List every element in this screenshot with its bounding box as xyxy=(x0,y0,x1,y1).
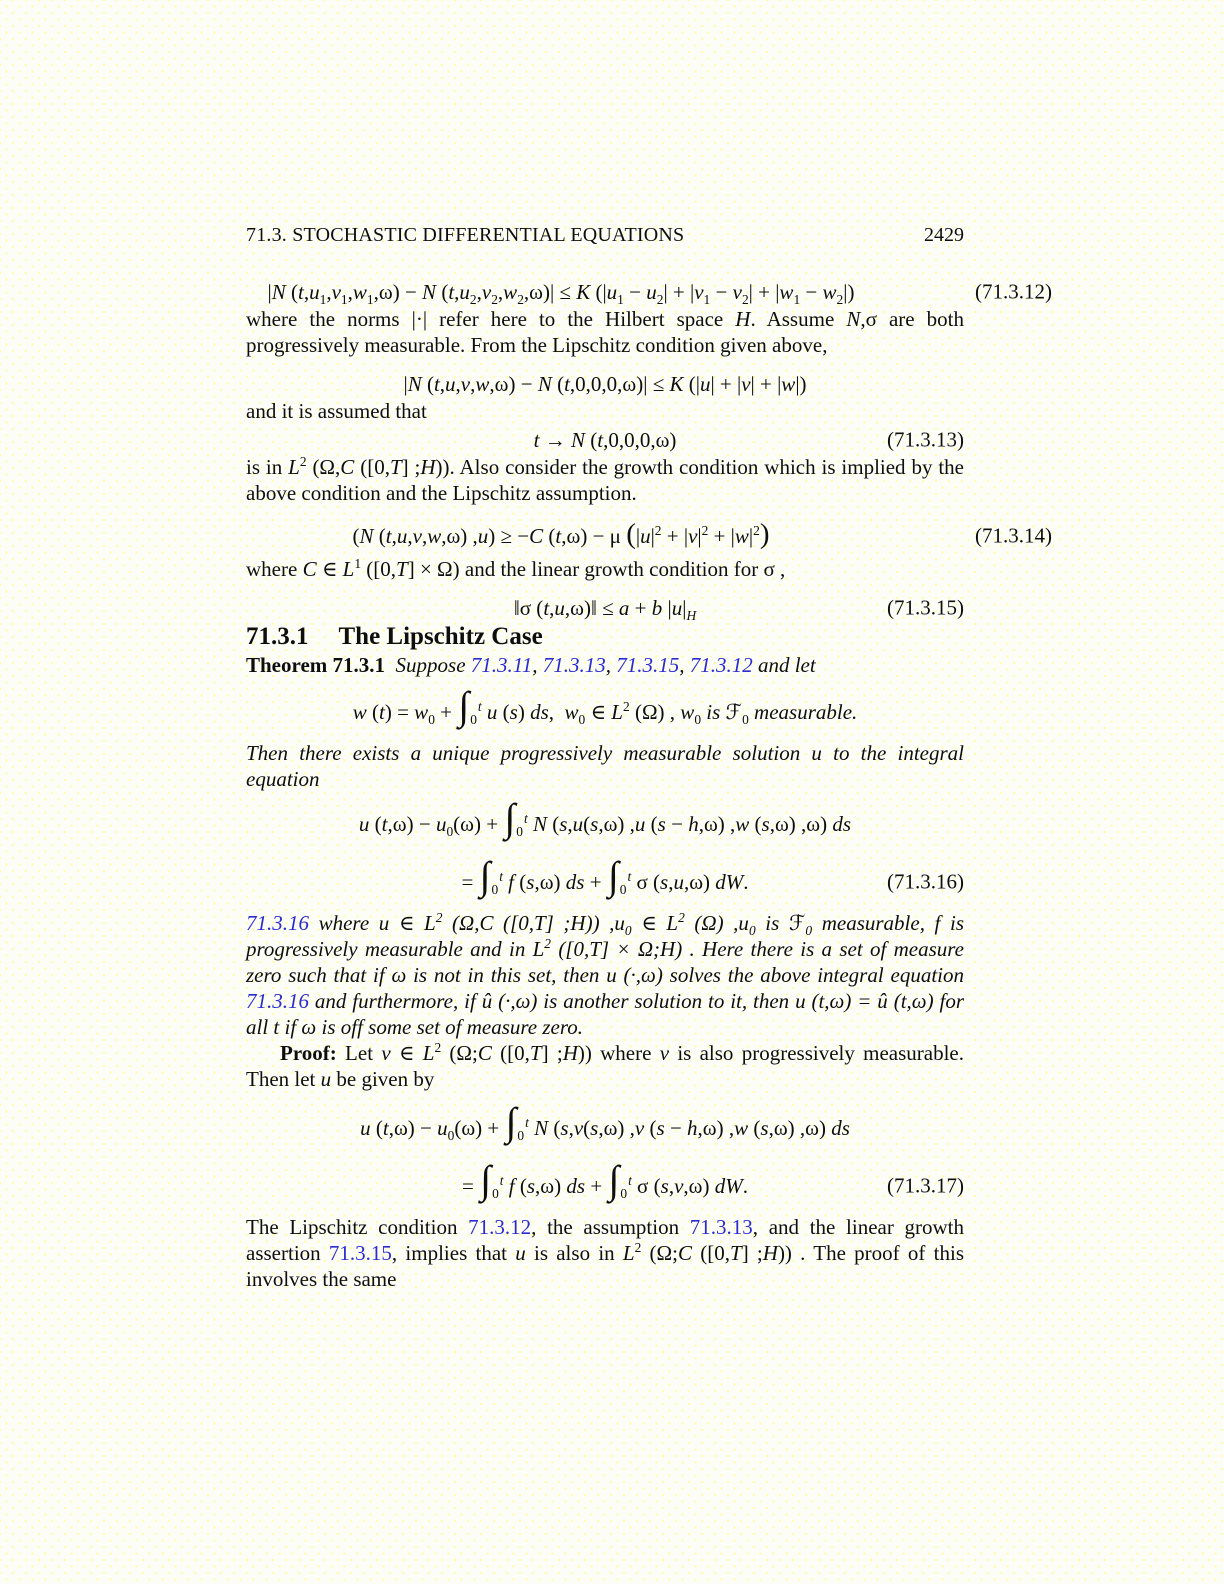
equation-71-3-14 xyxy=(246,516,1052,556)
text-run: and let xyxy=(757,653,816,677)
equation-71-3-13-math: t → N (t,0,0,0,ω) xyxy=(533,428,677,452)
ref-link[interactable]: 71.3.15 xyxy=(616,653,680,677)
ref-link[interactable]: 71.3.13 xyxy=(689,1215,753,1239)
section-heading-title: The Lipschitz Case xyxy=(338,623,543,650)
text-run: , and the linear growth assertion xyxy=(246,1215,964,1265)
equation-lipschitz-zero-math: |N (t,u,v,w,ω) − N (t,0,0,0,ω)| ≤ K (|u| + |v| + |w|) xyxy=(403,372,807,396)
paragraph-where-c: where C ∈ $L^1$ ([0,T] × Ω) and the linear growth condition for σ , xyxy=(246,556,786,581)
ref-link[interactable]: 71.3.12 xyxy=(468,1215,532,1239)
page-content xyxy=(246,222,1052,1292)
equation-71-3-17-line2-math: = $\int_0^t$ f (s,ω) ds + $\int_0^t$ σ (s,v,ω) dW. xyxy=(462,1157,748,1202)
paragraph-assumed: and it is assumed that xyxy=(246,399,427,423)
equation-71-3-13-number: (71.3.13) xyxy=(887,427,964,452)
ref-link[interactable]: 71.3.11 xyxy=(470,653,533,677)
ref-link[interactable]: 71.3.12 xyxy=(689,653,753,677)
equation-71-3-14-math: (N (t,u,v,w,ω) ,u) ≥ −C (t,ω) − μ $(|u|^2 + |v|^2 + |w|^2)$ xyxy=(352,518,770,550)
running-header xyxy=(246,222,964,248)
paragraph-closing xyxy=(246,1214,964,1292)
text-run: Theorem 71.3.1 xyxy=(246,653,386,677)
equation-71-3-15 xyxy=(246,594,964,622)
equation-71-3-16-line2 xyxy=(246,854,964,910)
text-run: , implies that u is also in $L^2$ (Ω;C ([0,T] ;H)) . The proof of this involves the same xyxy=(246,1240,965,1291)
equation-w-definition-math: w $(t) = w_0 + \int_0^t$ u (s) ds, $w_0$ ∈ $L^2$ (Ω) , $w_0$ is ℱ$_0$ measurable. xyxy=(352,683,858,728)
equation-lipschitz-zero xyxy=(246,370,964,398)
paragraph-theorem xyxy=(246,652,964,678)
equation-71-3-16-line2-math: = $\int_0^t$ f (s,ω) ds + $\int_0^t$ σ (s,u,ω) dW. xyxy=(461,853,749,898)
paragraph-then-exists: Then there exists a unique progressively measurable solution u to the integral equation xyxy=(246,741,964,791)
equation-71-3-12-math: |N $(t,u_1,v_1,w_1,\omega) - N$ $(t,u_2,v_2,w_2,\omega)| \le K$ $(|u_1 - u_2| + |v_1 - v_2| + |w_1 - w_2|)$ xyxy=(267,280,855,308)
text-run: , xyxy=(679,653,690,677)
equation-71-3-17-number: (71.3.17) xyxy=(887,1173,964,1198)
paragraph-norms: where the norms |·| refer here to the Hilbert space H. Assume N,σ are both progressively measurable. From the Lipschitz condition given above, xyxy=(246,307,964,357)
running-header-section-title: 71.3. STOCHASTIC DIFFERENTIAL EQUATIONS xyxy=(246,224,685,246)
paragraph-growth-condition: is in $L^2$ (Ω,C ([0,T] ;H)). Also consider the growth condition which is implied by the above condition and the Lipschitz assumption. xyxy=(246,454,965,505)
equation-71-3-17-line2 xyxy=(246,1158,964,1214)
ref-link[interactable]: 71.3.16 xyxy=(246,989,309,1013)
text-run: Suppose xyxy=(395,653,466,677)
section-heading xyxy=(246,622,964,652)
ref-link[interactable]: 71.3.16 xyxy=(246,911,309,935)
paragraph-uniqueness xyxy=(246,910,964,1040)
equation-71-3-17-line1-math: u $(t,\omega) - u_0(\omega) + \int_0^t$ N (s,v(s,ω) ,v (s − h,ω) ,w (s,ω) ,ω) ds xyxy=(360,1099,850,1144)
text-run: , xyxy=(532,653,543,677)
equation-71-3-14-number: (71.3.14) xyxy=(975,523,1052,548)
running-header-page-number: 2429 xyxy=(924,224,964,246)
text-run: and furthermore, if û (·,ω) is another solution to it, then u (t,ω) = û (t,ω) for all t if ω is off some set of measure zero. xyxy=(246,989,964,1039)
equation-71-3-15-math: ‖σ (t,u,ω)‖ ≤ a + b $|u|_H$ xyxy=(513,596,697,624)
equation-71-3-16-line1-math: u $(t,\omega) - u_0(\omega) + \int_0^t$ N (s,u(s,ω) ,u (s − h,ω) ,w (s,ω) ,ω) ds xyxy=(358,795,852,840)
equation-71-3-13 xyxy=(246,426,964,454)
equation-71-3-12 xyxy=(246,278,1052,308)
ref-link[interactable]: 71.3.15 xyxy=(328,1241,392,1265)
text-run: , xyxy=(605,653,617,677)
equation-71-3-16-line1 xyxy=(246,796,964,852)
equation-71-3-15-number: (71.3.15) xyxy=(887,595,964,620)
text-run: The Lipschitz condition xyxy=(246,1215,469,1239)
paragraph-proof: Proof: Let v ∈ $L^2$ (Ω;C ([0,T] ;H)) where v is also progressively measurable. Then let u be given by xyxy=(246,1040,965,1091)
equation-71-3-16-number: (71.3.16) xyxy=(887,869,964,894)
ref-link[interactable]: 71.3.13 xyxy=(542,653,606,677)
equation-w-definition xyxy=(246,684,964,740)
section-heading-number: 71.3.1 xyxy=(246,623,309,650)
text-run: where u ∈ $L^2$ (Ω,C ([0,T] ;H)) $,u_0$ ∈ $L^2$ (Ω) $,u_0$ is ℱ$_0$ measurable, f is progressively measurable and in $L^2$ ([0,T] × Ω;H) . Here there is a set of measure zero such that if ω is not in this set, then u (·,ω) solves the above integral equation xyxy=(246,910,964,987)
text-run: , the assumption xyxy=(531,1215,690,1239)
equation-71-3-12-number: (71.3.12) xyxy=(975,279,1052,304)
equation-71-3-17-line1 xyxy=(246,1100,964,1156)
